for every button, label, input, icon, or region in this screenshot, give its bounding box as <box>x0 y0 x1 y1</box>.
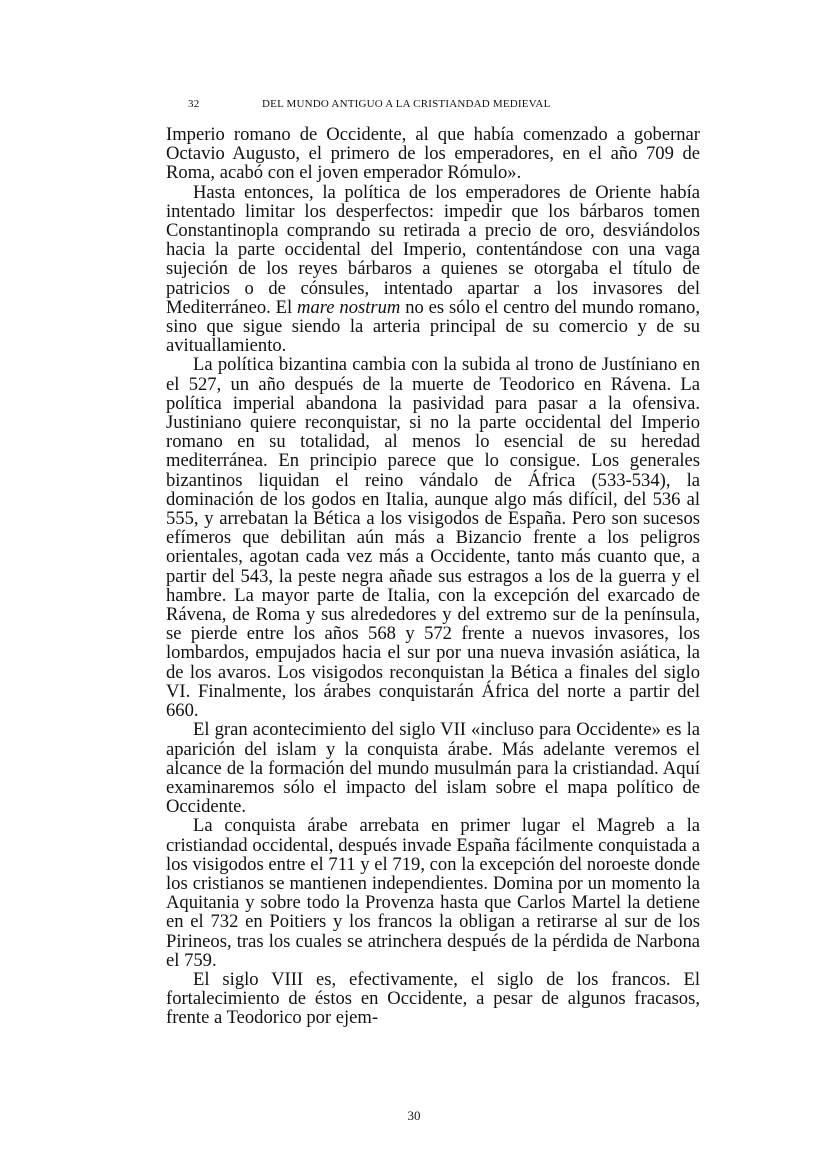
paragraph-6 <box>166 970 700 1028</box>
paragraph-3 <box>166 355 700 720</box>
paragraph-text: El gran acontecimiento del siglo VII «incluso para Occidente» es la aparición del islam y la conquista árabe. Más adelante veremos el alcance de la formación del mundo musulmán para la cristiandad. Aquí examinaremos sólo el impacto del islam sobre el mapa político de Occidente. <box>166 719 700 818</box>
body-text <box>166 125 700 1028</box>
header-title: DEL MUNDO ANTIGUO A LA CRISTIANDAD MEDIEVAL <box>262 98 551 110</box>
paragraph-text: La política bizantina cambia con la subida al trono de Justíniano en el 527, un año después de la muerte de Teodorico en Rávena. La política imperial abandona la pasividad para pasar a la ofensiva. Justiniano quiere reconquistar, si no la parte occidental del Imperio romano en su totalidad, al menos lo esencial de su heredad mediterránea. En principio parece que lo consigue. Los generales bizantinos liquidan el reino vándalo de África (533-534), la dominación de los godos en Italia, aunque algo más difícil, del 536 al 555, y arrebatan la Bética a los visigodos de España. Pero son sucesos efímeros que debilitan aún más a Bizancio frente a los peligros orientales, agotan cada vez más a Occidente, tanto más cuanto que, a partir del 543, la peste negra añade sus estragos a los de la guerra y el hambre. La mayor parte de Italia, con la excepción del exarcado de Rávena, de Roma y sus alrededores y del extremo sur de la península, se pierde entre los años 568 y 572 frente a nuevos invasores, los lombardos, empujados hacia el sur por una nueva invasión asiática, la de los avaros. Los visigodos reconquistan la Bética a finales del siglo VI. Finalmente, los árabes conquistarán África del norte a partir del 660. <box>166 354 700 722</box>
paragraph-1 <box>166 125 700 183</box>
paragraph-text: El siglo VIII es, efectivamente, el siglo de los francos. El fortalecimiento de éstos en Occidente, a pesar de algunos fracasos, frente a Teodorico por ejem- <box>166 968 700 1029</box>
paragraph-text: Hasta entonces, la política de los emperadores de Oriente había intentado limitar los desperfectos: impedir que los bárbaros tomen Constantinopla comprando su retirada a precio de oro, desviándolos hacia la parte occidental del Imperio, contentándose con una vaga sujeción de los reyes bárbaros a quienes se otorgaba el título de patricios o de cónsules, intentado apartar a los invasores del Mediterráneo. El <box>166 181 700 318</box>
header-page-number: 32 <box>188 98 200 110</box>
paragraph-text: no es sólo el centro del mundo romano, sino que sigue siendo la arteria principal de su comercio y de su avituallamiento. <box>166 296 700 357</box>
paragraph-text: La conquista árabe arrebata en primer lugar el Magreb a la cristiandad occidental, después invade España fácilmente conquistada a los visigodos entre el 711 y el 719, con la excepción del noroeste donde los cristianos se mantienen independientes. Domina por un momento la Aquitania y sobre todo la Provenza hasta que Carlos Martel la detiene en el 732 en Poitiers y los francos la obligan a retirarse al sur de los Pirineos, tras los cuales se atrinchera después de la pérdida de Narbona el 759. <box>166 815 700 971</box>
italic-phrase: mare nostrum <box>297 296 401 318</box>
paragraph-5 <box>166 816 700 970</box>
footer-page-number: 30 <box>407 1108 421 1123</box>
paragraph-2 <box>166 183 700 356</box>
paragraph-4 <box>166 720 700 816</box>
paragraph-text: Imperio romano de Occidente, al que había comenzado a gobernar Octavio Augusto, el primero de los emperadores, en el año 709 de Roma, acabó con el joven emperador Rómulo». <box>166 124 700 184</box>
